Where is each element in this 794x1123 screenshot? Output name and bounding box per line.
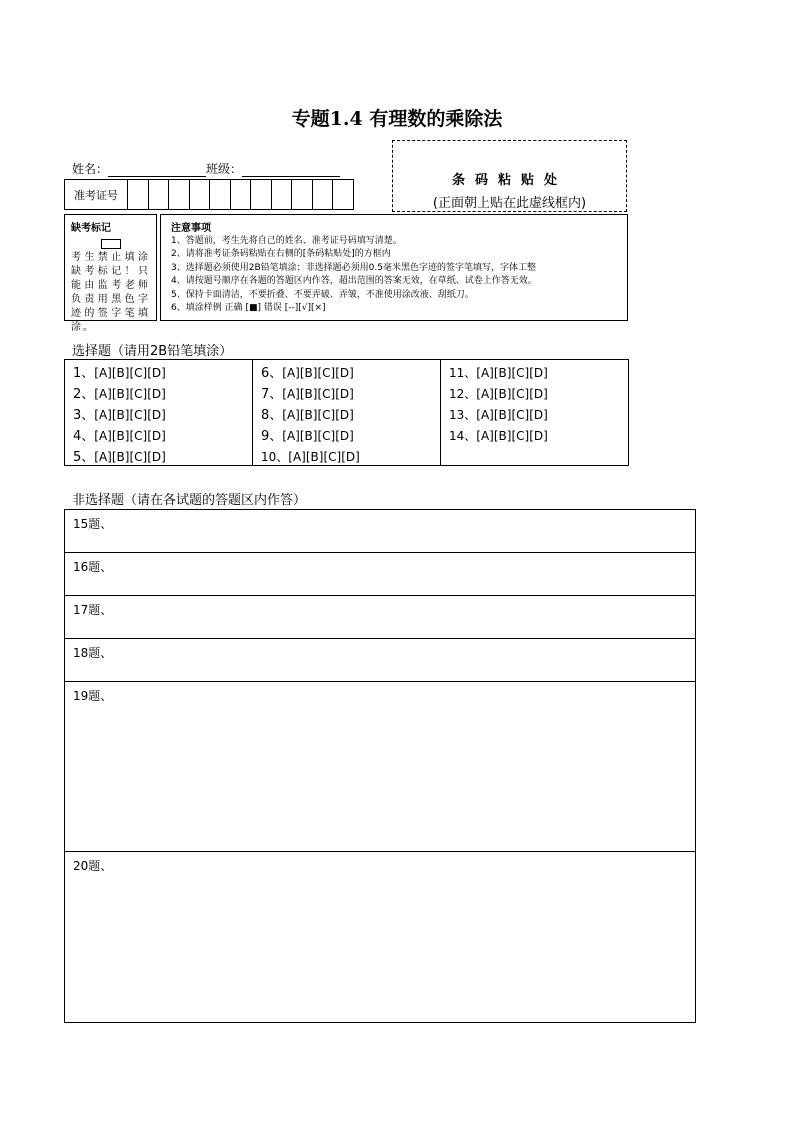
question-label: 18题、 bbox=[73, 646, 113, 660]
barcode-title: 条码粘贴处 bbox=[451, 173, 567, 188]
choice-question[interactable] bbox=[261, 405, 440, 426]
question-label: 15题、 bbox=[73, 517, 113, 531]
barcode-subtitle: (正面朝上贴在此虚线框内) bbox=[432, 196, 587, 211]
answer-options[interactable]: [A][B][C][D] bbox=[94, 408, 166, 422]
question-number: 10、 bbox=[261, 450, 289, 464]
note-item: 6、填涂样例 正确 [■] 错误 [--][√][×] bbox=[171, 303, 326, 314]
exam-id-cell[interactable] bbox=[272, 180, 293, 209]
answer-options[interactable]: [A][B][C][D] bbox=[476, 366, 548, 380]
choice-column bbox=[441, 360, 628, 465]
notes-box bbox=[160, 214, 628, 321]
note-item: 3、选择题必须使用2B铅笔填涂；非选择题必须用0.5毫米黑色字迹的签字笔填写，字体工整 bbox=[171, 262, 536, 273]
missing-mark-checkbox[interactable] bbox=[101, 239, 121, 249]
exam-id-cell[interactable] bbox=[333, 180, 353, 209]
name-class-line bbox=[72, 160, 340, 177]
question-number: 14、 bbox=[449, 429, 477, 443]
page-title: 专题1.4 有理数的乘除法 bbox=[291, 108, 503, 130]
choice-question[interactable] bbox=[261, 384, 440, 405]
name-field[interactable] bbox=[108, 164, 206, 177]
answer-region[interactable] bbox=[65, 852, 695, 1022]
answer-region[interactable] bbox=[65, 596, 695, 639]
exam-id-cell[interactable] bbox=[190, 180, 211, 209]
choice-question[interactable] bbox=[261, 447, 440, 468]
choice-question[interactable] bbox=[261, 363, 440, 384]
exam-id-label: 准考证号 bbox=[65, 180, 128, 209]
class-field[interactable] bbox=[242, 164, 340, 177]
question-number: 9、 bbox=[261, 429, 283, 444]
choice-answer-grid bbox=[64, 359, 629, 466]
question-number: 8、 bbox=[261, 408, 283, 423]
exam-id-cell[interactable] bbox=[128, 180, 149, 209]
choice-question[interactable] bbox=[449, 405, 628, 426]
note-item: 4、请按题号顺序在各题的答题区内作答，超出范围的答案无效，在草纸、试卷上作答无效。 bbox=[171, 276, 537, 287]
note-item: 5、保持卡面清洁，不要折叠、不要弄破、弄皱，不准使用涂改液、刮纸刀。 bbox=[171, 289, 474, 300]
choice-question[interactable] bbox=[73, 447, 252, 468]
note-item: 2、请将准考证条码粘贴在右侧的[条码粘贴处]的方框内 bbox=[171, 249, 391, 260]
answer-region[interactable] bbox=[65, 553, 695, 596]
answer-options[interactable]: [A][B][C][D] bbox=[476, 429, 548, 443]
question-label: 19题、 bbox=[73, 689, 113, 703]
answer-options[interactable]: [A][B][C][D] bbox=[94, 387, 166, 401]
answer-options[interactable]: [A][B][C][D] bbox=[476, 387, 548, 401]
question-label: 20题、 bbox=[73, 859, 113, 873]
choice-question[interactable] bbox=[73, 426, 252, 447]
choice-question[interactable] bbox=[449, 363, 628, 384]
answer-options[interactable]: [A][B][C][D] bbox=[282, 366, 354, 380]
notes-title: 注意事项 bbox=[171, 223, 211, 234]
choice-question[interactable] bbox=[261, 426, 440, 447]
question-number: 7、 bbox=[261, 387, 283, 402]
note-item: 1、答题前，考生先将自己的姓名、准考证号码填写清楚。 bbox=[171, 236, 402, 246]
missing-mark-box bbox=[64, 214, 157, 333]
question-number: 6、 bbox=[261, 366, 283, 381]
choice-column bbox=[253, 360, 441, 465]
question-number: 12、 bbox=[449, 387, 477, 401]
exam-id-cell[interactable] bbox=[292, 180, 313, 209]
exam-id-cell[interactable] bbox=[210, 180, 231, 209]
missing-mark-text: 考生禁止填涂缺考标记！只能由监考老师负责用黑色字迹的签字笔填涂。 bbox=[71, 252, 150, 333]
exam-id-cell[interactable] bbox=[231, 180, 252, 209]
exam-id-cell[interactable] bbox=[313, 180, 334, 209]
answer-options[interactable]: [A][B][C][D] bbox=[476, 408, 548, 422]
name-label: 姓名： bbox=[72, 162, 109, 176]
answer-options[interactable]: [A][B][C][D] bbox=[94, 366, 166, 380]
choice-column bbox=[65, 360, 253, 465]
nonchoice-section-label: 非选择题（请在各试题的答题区内作答） bbox=[72, 493, 307, 508]
answer-options[interactable]: [A][B][C][D] bbox=[94, 429, 166, 443]
question-number: 11、 bbox=[449, 366, 477, 380]
question-number: 3、 bbox=[73, 408, 95, 423]
question-number: 5、 bbox=[73, 450, 95, 465]
nonchoice-answer-area bbox=[64, 509, 696, 1023]
answer-region[interactable] bbox=[65, 682, 695, 852]
question-label: 16题、 bbox=[73, 560, 113, 574]
answer-options[interactable]: [A][B][C][D] bbox=[282, 408, 354, 422]
question-number: 4、 bbox=[73, 429, 95, 444]
choice-question[interactable] bbox=[73, 405, 252, 426]
exam-id-cell[interactable] bbox=[149, 180, 170, 209]
exam-id-cell[interactable] bbox=[169, 180, 190, 209]
missing-mark-title: 缺考标记 bbox=[71, 223, 111, 234]
exam-id-box bbox=[64, 179, 354, 210]
answer-options[interactable]: [A][B][C][D] bbox=[94, 450, 166, 464]
choice-question[interactable] bbox=[73, 384, 252, 405]
question-number: 1、 bbox=[73, 366, 95, 381]
choice-question[interactable] bbox=[73, 363, 252, 384]
question-number: 13、 bbox=[449, 408, 477, 422]
choice-question[interactable] bbox=[449, 426, 628, 447]
class-label: 班级： bbox=[206, 162, 243, 176]
exam-id-cell[interactable] bbox=[251, 180, 272, 209]
answer-region[interactable] bbox=[65, 639, 695, 682]
choice-question[interactable] bbox=[449, 384, 628, 405]
choice-section-label: 选择题（请用2B铅笔填涂） bbox=[72, 344, 233, 359]
answer-options[interactable]: [A][B][C][D] bbox=[282, 429, 354, 443]
question-label: 17题、 bbox=[73, 603, 113, 617]
answer-options[interactable]: [A][B][C][D] bbox=[282, 387, 354, 401]
answer-region[interactable] bbox=[65, 510, 695, 553]
question-number: 2、 bbox=[73, 387, 95, 402]
barcode-area bbox=[392, 140, 627, 212]
answer-options[interactable]: [A][B][C][D] bbox=[288, 450, 360, 464]
